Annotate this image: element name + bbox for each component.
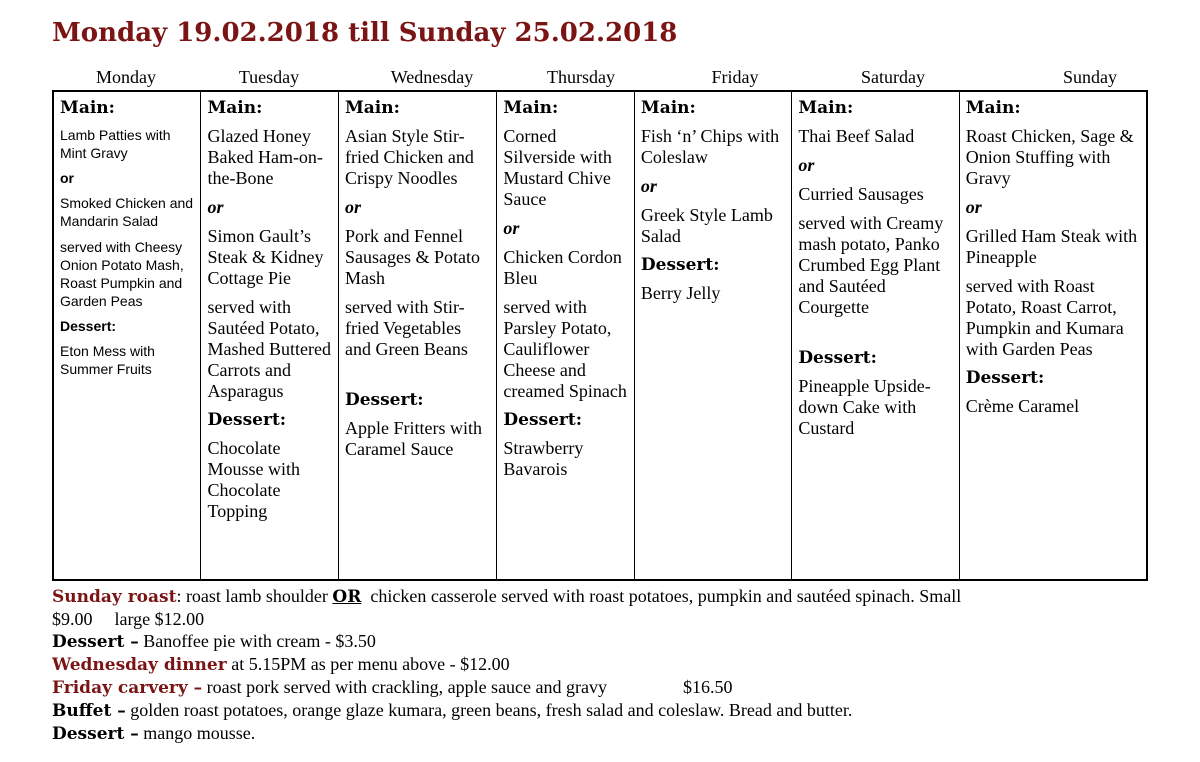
friday-carvery-price: $16.50 xyxy=(683,677,733,697)
wednesday-dessert: Apple Fritters with Caramel Sauce xyxy=(344,418,482,459)
dessert-heading: Dessert: xyxy=(207,410,287,430)
monday-main-1: Lamb Patties with Mint Gravy xyxy=(60,127,171,161)
dessert-heading: Dessert: xyxy=(503,410,582,430)
sunday-roast-prices xyxy=(52,608,1152,630)
wednesday-column xyxy=(339,92,497,579)
dessert-heading: Dessert: xyxy=(640,255,720,275)
or-label: or xyxy=(798,155,815,175)
sunday-dessert: Crème Caramel xyxy=(965,396,1080,416)
main-heading: Main: xyxy=(965,98,1021,118)
buffet-note xyxy=(52,699,1152,722)
wednesday-main-2: Pork and Fennel Sausages & Potato Mash xyxy=(344,226,480,288)
day-header-sunday: Sunday xyxy=(1063,67,1117,87)
friday-carvery-note xyxy=(52,676,1152,699)
or-label: or xyxy=(344,197,361,217)
day-header-monday: Monday xyxy=(96,67,156,87)
saturday-sides: served with Creamy mash potato, Panko Crumbed Egg Plant and Sautéed Courgette xyxy=(798,213,944,317)
sunday-roast-or: OR xyxy=(332,587,362,607)
day-header-friday: Friday xyxy=(711,67,759,87)
day-header-tuesday: Tuesday xyxy=(238,67,300,87)
thursday-main-2: Chicken Cordon Bleu xyxy=(503,247,622,288)
dessert-heading: Dessert: xyxy=(965,368,1045,388)
sunday-main-1: Roast Chicken, Sage & Onion Stuffing with Gravy xyxy=(965,126,1134,188)
or-label: or xyxy=(965,197,982,217)
wednesday-dinner-note xyxy=(52,653,1152,676)
day-header-thursday: Thursday xyxy=(547,67,615,87)
sunday-sides: served with Roast Potato, Roast Carrot, Pumpkin and Kumara with Garden Peas xyxy=(965,276,1124,359)
friday-column xyxy=(635,92,792,579)
wednesday-main-1: Asian Style Stir-fried Chicken and Crispy Noodles xyxy=(344,126,474,188)
or-label: or xyxy=(503,218,520,238)
main-heading: Main: xyxy=(798,98,854,118)
menu-notes xyxy=(52,585,1152,745)
dessert-note-2-text: mango mousse. xyxy=(143,723,256,743)
sunday-roast-label: Sunday roast xyxy=(52,587,177,607)
tuesday-main-1: Glazed Honey Baked Ham-on-the-Bone xyxy=(207,126,323,188)
buffet-label: Buffet – xyxy=(52,701,126,721)
tuesday-sides: served with Sautéed Potato, Mashed Buttered Carrots and Asparagus xyxy=(207,297,331,401)
dessert-note-label: Dessert – xyxy=(52,632,139,652)
buffet-text: golden roast potatoes, orange glaze kumara, green beans, fresh salad and coleslaw. Bread and butter. xyxy=(130,700,853,720)
monday-main-2: Smoked Chicken and Mandarin Salad xyxy=(60,195,194,229)
friday-dessert: Berry Jelly xyxy=(640,283,721,303)
main-heading: Main: xyxy=(344,98,400,118)
monday-sides: served with Cheesy Onion Potato Mash, Roast Pumpkin and Garden Peas xyxy=(60,239,184,309)
saturday-main-2: Curried Sausages xyxy=(798,184,924,204)
dessert-heading: Dessert: xyxy=(798,348,877,368)
main-heading: Main: xyxy=(207,98,263,118)
tuesday-dessert: Chocolate Mousse with Chocolate Topping xyxy=(207,438,300,521)
wednesday-sides: served with Stir-fried Vegetables and Green Beans xyxy=(344,297,468,359)
saturday-column xyxy=(792,92,959,579)
sunday-roast-text-2: chicken casserole served with roast potatoes, pumpkin and sautéed spinach. Small xyxy=(370,586,962,606)
main-heading: Main: xyxy=(640,98,696,118)
wednesday-dinner-text: at 5.15PM as per menu above - $12.00 xyxy=(231,654,510,674)
dessert-note xyxy=(52,630,1152,653)
dessert-heading: Dessert: xyxy=(60,318,117,334)
thursday-column xyxy=(497,92,635,579)
large-price: large $12.00 xyxy=(114,609,205,629)
tuesday-main-2: Simon Gault’s Steak & Kidney Cottage Pie xyxy=(207,226,324,288)
dessert-note-text: Banoffee pie with cream - $3.50 xyxy=(143,631,376,651)
monday-dessert: Eton Mess with Summer Fruits xyxy=(60,343,155,377)
friday-main-1: Fish ‘n’ Chips with Coleslaw xyxy=(640,126,780,167)
small-price: $9.00 xyxy=(52,609,93,629)
page-title: Monday 19.02.2018 till Sunday 25.02.2018 xyxy=(52,18,678,48)
friday-carvery-label: Friday carvery – xyxy=(52,678,203,698)
sunday-main-2: Grilled Ham Steak with Pineapple xyxy=(965,226,1138,267)
thursday-sides: served with Parsley Potato, Cauliflower Cheese and creamed Spinach xyxy=(503,297,627,401)
weekly-menu-table xyxy=(52,90,1148,581)
day-header-saturday: Saturday xyxy=(861,67,925,87)
sunday-column xyxy=(960,92,1146,579)
saturday-dessert: Pineapple Upside-down Cake with Custard xyxy=(798,376,931,438)
sunday-roast-note xyxy=(52,585,1152,608)
main-heading: Main: xyxy=(503,98,559,118)
monday-column xyxy=(54,92,201,579)
day-header-wednesday: Wednesday xyxy=(390,67,474,87)
or-label: or xyxy=(60,170,74,186)
wednesday-dinner-label: Wednesday dinner xyxy=(52,655,227,675)
main-heading: Main: xyxy=(60,98,115,118)
friday-main-2: Greek Style Lamb Salad xyxy=(640,205,773,246)
thursday-main-1: Corned Silverside with Mustard Chive Sauce xyxy=(503,126,612,209)
thursday-dessert: Strawberry Bavarois xyxy=(503,438,584,479)
dessert-note-2-label: Dessert – xyxy=(52,724,139,744)
dessert-heading: Dessert: xyxy=(344,390,424,410)
dessert-note-2 xyxy=(52,722,1152,745)
or-label: or xyxy=(207,197,224,217)
tuesday-column xyxy=(201,92,339,579)
sunday-roast-text: : roast lamb shoulder xyxy=(176,586,328,606)
friday-carvery-text: roast pork served with crackling, apple sauce and gravy xyxy=(206,677,608,697)
or-label: or xyxy=(640,176,657,196)
saturday-main-1: Thai Beef Salad xyxy=(798,126,915,146)
